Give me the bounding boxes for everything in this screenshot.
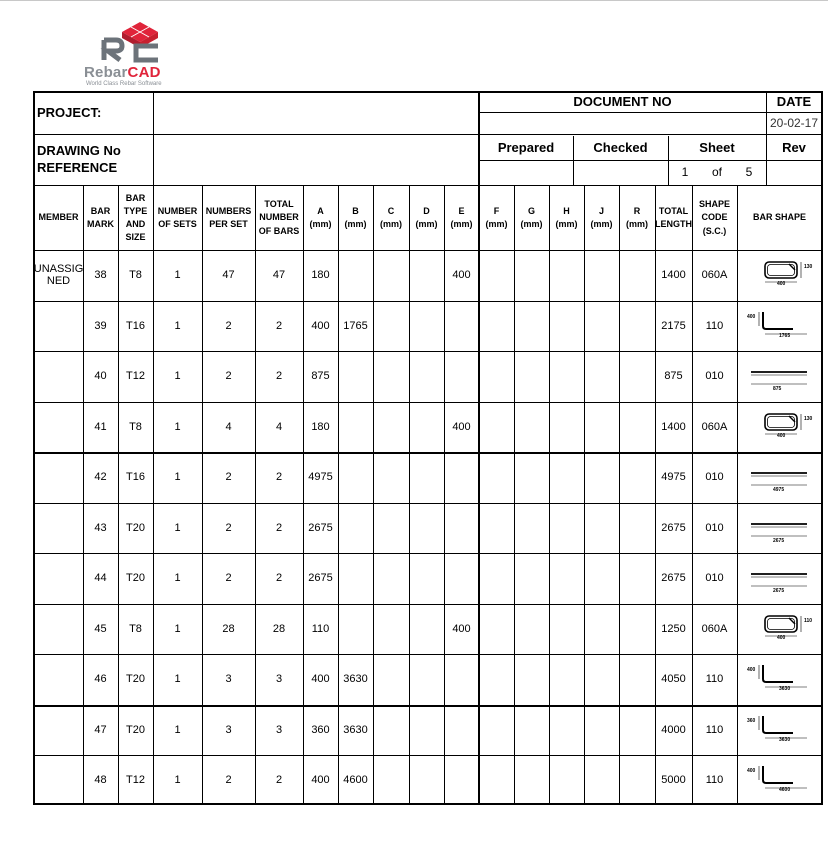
date-label: DATE [776,93,812,109]
row-total-length: 875 [664,369,683,382]
row-dim-b [338,604,373,655]
row-total-bars: 2 [275,369,283,382]
grid-line [737,185,738,804]
row-dim-e [444,351,479,402]
row-bar-mark: 39 [94,319,107,332]
row-total-bars: 2 [275,319,283,332]
sheet-total: 5 [745,165,753,180]
row-dim-e [444,503,479,554]
row-numbers-per-set: 2 [225,470,232,483]
project-label: PROJECT: [37,104,102,120]
row-dim-a: 400 [311,319,330,332]
row-dim-b [338,250,373,301]
col-header-dim-d: D (mm) [415,205,438,229]
col-header-dim-b: B (mm) [344,205,367,229]
grid-line [409,185,410,804]
row-member [34,553,83,604]
row-bar-type: T20 [126,672,145,685]
date-value: 20-02-17 [769,115,819,130]
row-numbers-per-set: 28 [222,622,235,635]
svg-text:400: 400 [747,314,756,320]
row-bar-type: T8 [129,622,142,635]
row-shape-code: 110 [705,672,724,685]
row-shape-code: 010 [705,369,724,382]
row-total-length: 2175 [661,319,686,332]
row-member [34,452,83,503]
row-bar-mark: 47 [94,723,107,736]
svg-text:4600: 4600 [779,787,791,793]
row-dim-e [444,452,479,503]
row-bar-type: T20 [126,571,145,584]
row-numbers-per-set: 3 [225,723,232,736]
col-header-shape-code: SHAPE CODE (S.C.) [698,199,730,236]
bar-shape-straight [741,508,821,548]
row-total-length: 5000 [661,773,686,786]
bar-shape-straight [741,457,821,497]
col-header-dim-e: E (mm) [450,205,473,229]
row-number-of-sets: 1 [174,319,181,332]
row-dim-a: 400 [311,672,330,685]
logo-tagline: World Class Rebar Software [86,81,162,87]
row-dim-e [444,553,479,604]
row-bar-type: T12 [126,773,145,786]
bar-shape-L [741,306,821,346]
col-header-total-bars: TOTAL NUMBER OF BARS [258,199,300,236]
row-member [34,351,83,402]
row-total-bars: 2 [275,571,283,584]
svg-text:1765: 1765 [779,333,791,339]
row-total-bars: 4 [275,420,283,433]
row-member [34,301,83,352]
row-shape-code: 110 [705,773,724,786]
row-bar-mark: 43 [94,521,107,534]
row-bar-type: T16 [126,470,145,483]
bar-shape-link [741,255,821,295]
svg-text:360: 360 [747,718,756,724]
row-number-of-sets: 1 [174,622,181,635]
row-member [34,705,83,756]
row-bar-type: T16 [126,319,145,332]
row-number-of-sets: 1 [174,420,181,433]
row-total-length: 2675 [661,571,686,584]
row-bar-mark: 41 [94,420,107,433]
row-member [34,755,83,806]
svg-text:400: 400 [747,768,756,774]
row-dim-b [338,452,373,503]
row-number-of-sets: 1 [174,723,181,736]
svg-text:400: 400 [777,281,786,287]
row-total-bars: 3 [275,723,283,736]
svg-text:400: 400 [747,667,756,673]
row-dim-e: 400 [452,622,471,635]
bar-shape-L [741,760,821,800]
bar-shape-straight [741,558,821,598]
row-shape-code: 010 [705,470,724,483]
svg-text:130: 130 [804,416,813,422]
row-dim-a: 400 [311,773,330,786]
row-dim-e [444,705,479,756]
row-number-of-sets: 1 [174,571,181,584]
col-header-bar-mark: BAR MARK [87,205,114,229]
row-number-of-sets: 1 [174,369,181,382]
row-total-length: 4975 [661,470,686,483]
svg-text:875: 875 [773,386,782,392]
row-shape-code: 060A [701,622,728,635]
row-number-of-sets: 1 [174,268,181,281]
row-dim-e: 400 [452,268,471,281]
row-bar-type: T20 [126,723,145,736]
row-bar-mark: 42 [94,470,107,483]
row-total-length: 2675 [661,521,686,534]
row-bar-mark: 45 [94,622,107,635]
grid-line [373,185,374,804]
row-numbers-per-set: 4 [225,420,232,433]
row-total-bars: 2 [275,773,283,786]
grid-line [549,185,550,804]
row-bar-type: T8 [129,420,142,433]
row-total-length: 4050 [661,672,686,685]
row-total-length: 1250 [661,622,686,635]
bar-shape-straight [741,356,821,396]
col-header-dim-a: A (mm) [309,205,332,229]
col-header-dim-f: F (mm) [485,205,508,229]
grid-line [584,185,585,804]
row-total-bars: 2 [275,521,283,534]
logo-wordmark: RebarCAD [84,64,161,81]
row-dim-a: 110 [311,622,330,635]
row-number-of-sets: 1 [174,672,181,685]
row-dim-a: 2675 [308,521,333,534]
bar-shape-L [741,659,821,699]
row-number-of-sets: 1 [174,773,181,786]
row-dim-e: 400 [452,420,471,433]
bar-shape-link [741,609,821,649]
row-dim-a: 360 [311,723,330,736]
row-total-bars: 2 [275,470,283,483]
row-dim-e [444,301,479,352]
row-shape-code: 060A [701,268,728,281]
svg-text:110: 110 [804,618,813,624]
row-dim-e [444,755,479,806]
svg-text:3630: 3630 [779,737,791,743]
row-bar-type: T20 [126,521,145,534]
col-header-dim-j: J (mm) [590,205,613,229]
row-dim-a: 180 [311,268,330,281]
row-numbers-per-set: 3 [225,672,232,685]
svg-text:2675: 2675 [773,538,785,544]
sheet-label: Sheet [699,140,735,156]
col-header-numbers-per-set: NUMBERS PER SET [205,205,252,229]
reference-label: REFERENCE [37,159,118,175]
row-total-length: 1400 [661,268,686,281]
row-dim-a: 2675 [308,571,333,584]
row-numbers-per-set: 2 [225,369,232,382]
rev-label: Rev [782,140,806,156]
row-member [34,654,83,705]
col-header-number-of-sets: NUMBER OF SETS [157,205,198,229]
col-header-member: MEMBER [38,212,79,223]
row-dim-b: 3630 [343,723,368,736]
drawing-label: DRAWING No [37,142,121,158]
row-member [34,503,83,554]
sheet-current: 1 [681,165,689,180]
row-bar-mark: 40 [94,369,107,382]
row-numbers-per-set: 2 [225,571,232,584]
grid-line [514,185,515,804]
bar-shape-L [741,710,821,750]
checked-label: Checked [593,140,648,156]
document-no-label: DOCUMENT NO [573,93,672,109]
row-bar-mark: 48 [94,773,107,786]
row-bar-type: T12 [126,369,145,382]
col-header-dim-r: R (mm) [626,205,648,229]
row-total-bars: 47 [272,268,286,281]
row-number-of-sets: 1 [174,521,181,534]
row-dim-b [338,351,373,402]
bar-shape-link [741,407,821,447]
row-dim-a: 875 [311,369,330,382]
svg-text:3630: 3630 [779,686,791,692]
col-header-dim-c: C (mm) [380,205,402,229]
row-numbers-per-set: 2 [225,773,232,786]
row-dim-b: 3630 [343,672,368,685]
row-bar-mark: 46 [94,672,107,685]
row-bar-mark: 38 [94,268,107,281]
row-total-length: 4000 [661,723,686,736]
row-member [34,402,83,453]
prepared-label: Prepared [497,140,555,156]
col-header-dim-g: G (mm) [520,205,543,229]
row-shape-code: 010 [705,521,724,534]
col-header-bar-shape: BAR SHAPE [752,212,806,223]
row-shape-code: 110 [705,319,724,332]
row-total-bars: 3 [275,672,283,685]
row-bar-type: T8 [129,268,142,281]
row-numbers-per-set: 2 [225,521,232,534]
row-dim-e [444,654,479,705]
project-value [153,92,479,134]
svg-text:4975: 4975 [773,487,785,493]
row-dim-b [338,402,373,453]
col-header-dim-h: H (mm) [555,205,578,229]
row-dim-a: 180 [311,420,330,433]
svg-text:2675: 2675 [773,588,785,594]
row-shape-code: 110 [705,723,724,736]
col-header-total-length: TOTAL LENGTH [655,205,692,229]
grid-line [619,185,620,804]
row-dim-b: 4600 [343,773,368,786]
row-numbers-per-set: 2 [225,319,232,332]
svg-text:130: 130 [804,264,813,270]
row-dim-a: 4975 [308,470,333,483]
row-total-length: 1400 [661,420,686,433]
col-header-bar-type: BAR TYPE AND SIZE [123,192,148,243]
row-dim-b: 1765 [343,319,368,332]
svg-text:400: 400 [777,635,786,641]
row-bar-mark: 44 [94,571,107,584]
top-rule [0,0,828,1]
row-member [34,604,83,655]
row-member: UNASSIG NED [33,262,84,288]
sheet-of: of [711,165,722,180]
row-number-of-sets: 1 [174,470,181,483]
row-numbers-per-set: 47 [222,268,235,281]
svg-text:400: 400 [777,433,786,439]
row-dim-b [338,503,373,554]
row-shape-code: 060A [701,420,728,433]
row-total-bars: 28 [272,622,286,635]
row-shape-code: 010 [705,571,724,584]
row-dim-b [338,553,373,604]
